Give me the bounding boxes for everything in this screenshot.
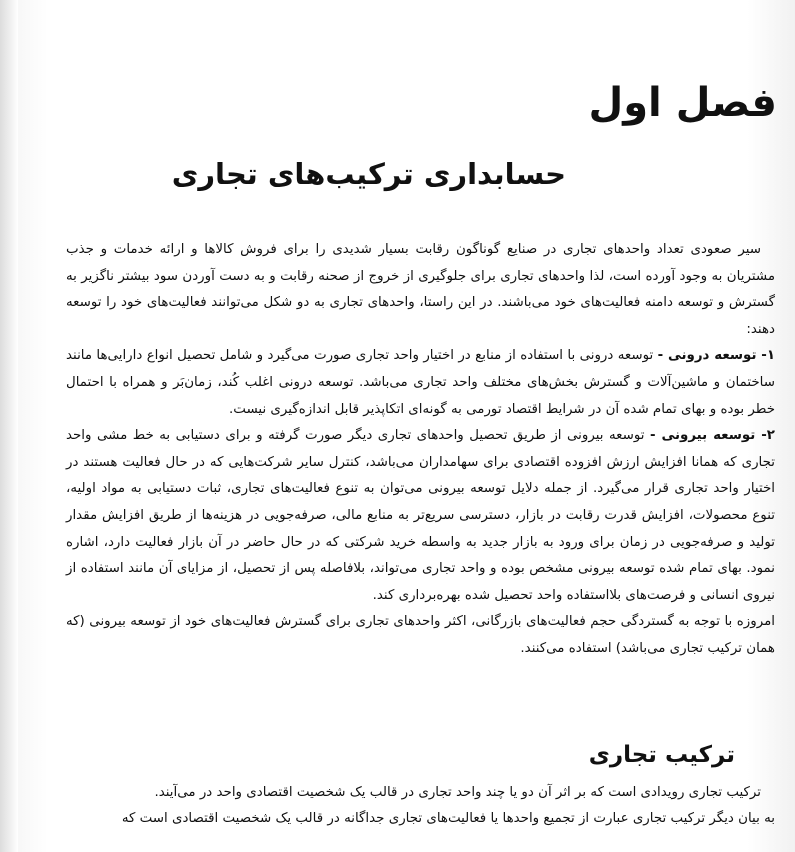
chapter-title: فصل اول xyxy=(588,80,777,126)
item-text-1: توسعه درونی با استفاده از منابع در اختیار واحد تجاری صورت می‌گیرد و شامل تحصیل انواع دارایی‌ها مانند ساختمان و ماشین‌آلات و گسترش بخش‌های مختلف واحد تجاری می‌باشد. توسعه درونی اغلب کُند، زمان‌بَر و همراه با احتمال خطر بوده و بهای تمام شده آن در شرایط اقتصاد تورمی به گونه‌ای اتکاپذیر قابل اندازه‌گیری نیست. xyxy=(66,348,775,417)
section-paragraph-2: به بیان دیگر ترکیب تجاری عبارت از تجمیع واحدها یا فعالیت‌های تجاری جداگانه در قالب یک شخصیت اقتصادی است که xyxy=(121,811,775,826)
section-paragraph-1: ترکیب تجاری رویدادی است که بر اثر آن دو یا چند واحد تجاری در قالب یک شخصیت اقتصادی واحد در می‌آیند. xyxy=(154,785,761,800)
intro-paragraph: سیر صعودی تعداد واحدهای تجاری در صنایع گوناگون رقابت بسیار شدیدی را برای فروش کالاها و ارائه خدمات و جذب مشتریان به وجود آورده است، لذا واحدهای تجاری برای جلوگیری از خروج از صحنه رقابت و به دست آوردن سود بیشتر ناگزیر به گسترش و توسعه دامنه فعالیت‌های خود می‌باشند. در این راستا، واحدهای تجاری به دو شکل می‌توانند فعالیت‌های خود را توسعه دهند: xyxy=(66,242,775,337)
item-paragraph-2 xyxy=(66,423,775,609)
conclusion-paragraph: امروزه با توجه به گستردگی حجم فعالیت‌های بازرگانی، اکثر واحدهای تجاری برای گسترش فعالیت‌های خود از توسعه بیرونی (که همان ترکیب تجاری می‌باشد) استفاده می‌کنند. xyxy=(66,614,775,656)
page-gutter-shadow xyxy=(0,0,18,852)
item-text-2: توسعه بیرونی از طریق تحصیل واحدهای تجاری دیگر صورت گرفته و برای دستیابی به خط مشی واحد تجاری که همانا افزایش ارزش افزوده اقتصادی برای سهامداران می‌باشد، کنترل سایر شرکت‌هایی که در حال فعالیت هستند در اختیار واحد تجاری قرار می‌گیرد. از جمله دلایل توسعه بیرونی می‌توان به تنوع فعالیت‌های تجاری، ثبات دستیابی به مواد اولیه، تنوع محصولات، افزایش قدرت رقابت در بازار، دسترسی سریع‌تر به منابع مالی، صرفه‌جویی در هزینه‌ها از طریق افزایش مقدار تولید و صرفه‌جویی در زمان برای ورود به بازار جدید به واسطه خرید شرکتی که در حال حاضر در آن بازار فعالیت دارد، اشاره نمود. بهای تمام شده توسعه بیرونی مشخص بوده و واحد تجاری می‌تواند، بلافاصله پس از تحصیل، از مزایای آن مانند استفاده از نیروی انسانی و فرصت‌های بلااستفاده واحد تحصیل شده بهره‌برداری کند. xyxy=(66,428,775,603)
section-body xyxy=(66,780,775,832)
item-paragraph-1 xyxy=(66,343,775,423)
body-text xyxy=(66,237,775,663)
main-title: حسابداری ترکیب‌های تجاری xyxy=(171,157,566,191)
item-term-2: ۲- توسعه بیرونی - xyxy=(650,428,775,444)
item-term-1: ۱- توسعه درونی - xyxy=(657,348,775,364)
section-heading: ترکیب تجاری xyxy=(588,742,735,768)
